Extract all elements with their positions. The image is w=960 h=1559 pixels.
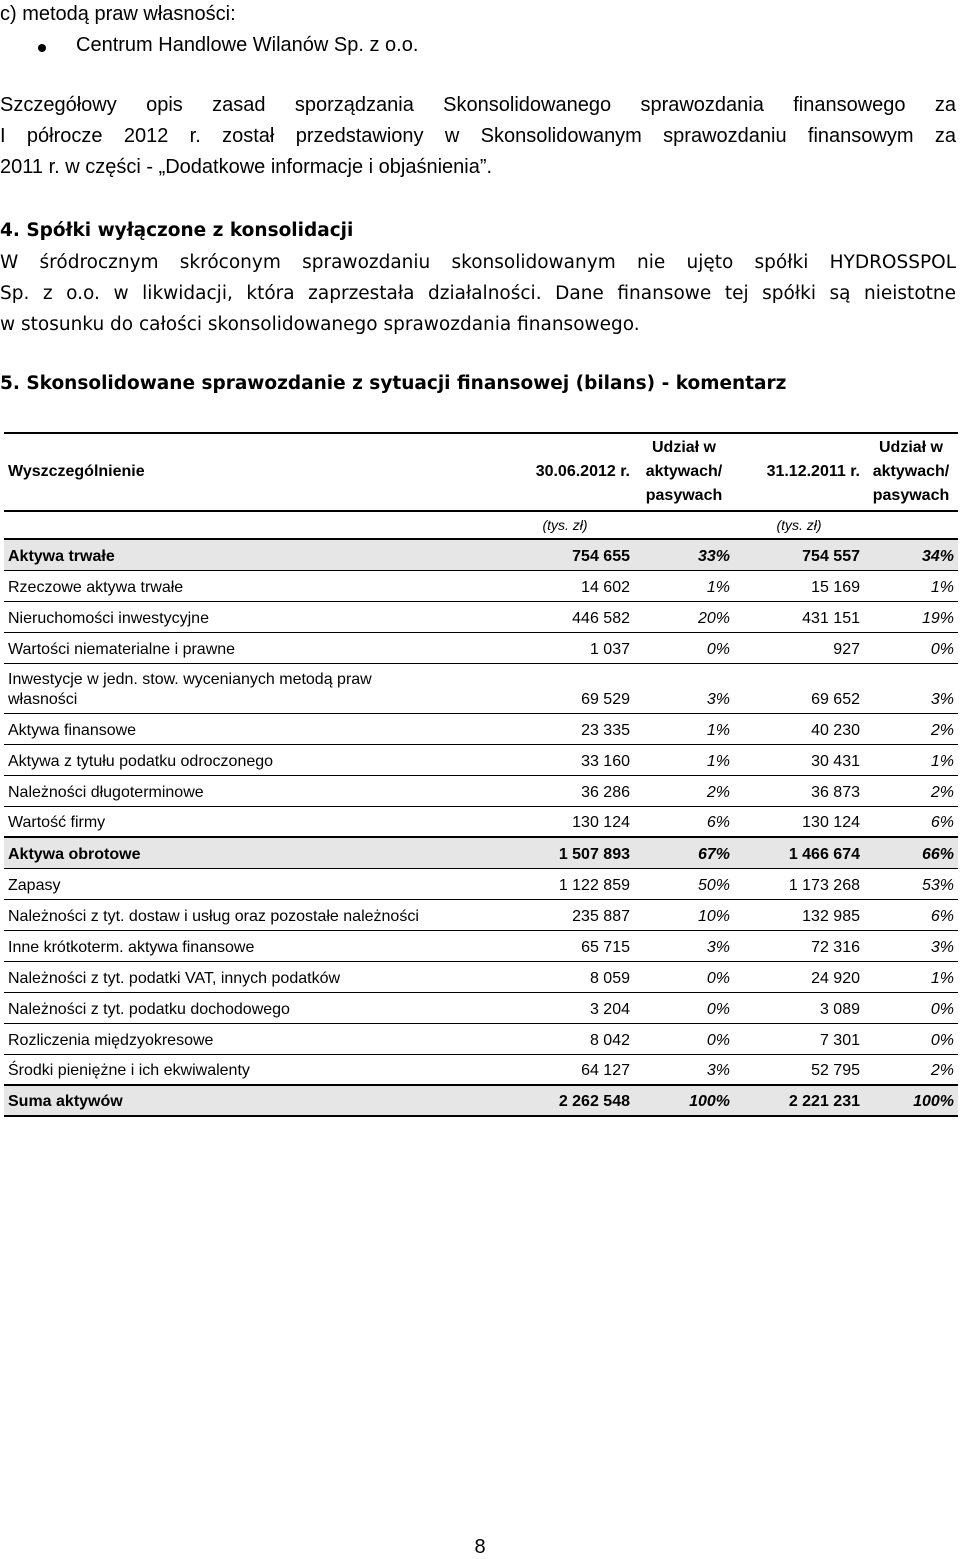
table-row (4, 601, 958, 632)
row-label: Aktywa z tytułu podatku odroczonego (8, 752, 274, 770)
value-2012: 235 887 (572, 907, 630, 925)
row-label: Należności z tyt. podatki VAT, innych podatków (8, 969, 341, 987)
share-2012: 1% (706, 721, 730, 739)
intro-paragraph-line: 2011 r. w części - „Dodatkowe informacje i objaśnienia”. (0, 156, 493, 178)
row-label: Należności z tyt. dostaw i usług oraz pozostałe należności (8, 907, 419, 925)
share-2012: 0% (706, 969, 730, 987)
units-row (4, 511, 958, 539)
value-2012: 3 204 (589, 1000, 630, 1018)
share-2011: 34% (921, 547, 954, 565)
share-2012: 0% (706, 1000, 730, 1018)
table-row (4, 539, 958, 570)
value-2012: 1 122 859 (558, 876, 630, 894)
value-2012: 446 582 (572, 609, 630, 627)
header-date-2011: 31.12.2011 r. (766, 463, 860, 480)
value-2011: 431 151 (802, 609, 860, 627)
share-2012: 3% (706, 938, 730, 956)
share-2011: 66% (921, 845, 954, 863)
table-row (4, 713, 958, 744)
table-row (4, 775, 958, 806)
section5-heading: 5. Skonsolidowane sprawozdanie z sytuacji finansowej (bilans) - komentarz (0, 373, 787, 394)
value-2012: 69 529 (581, 690, 630, 708)
table-row (4, 930, 958, 961)
share-2011: 6% (930, 907, 954, 925)
value-2012: 2 262 548 (558, 1093, 630, 1110)
value-2011: 72 316 (811, 938, 860, 956)
value-2011: 69 652 (811, 690, 860, 708)
balance-sheet-table (4, 432, 958, 1117)
value-2012: 14 602 (581, 578, 630, 596)
row-label: Rozliczenia międzyokresowe (8, 1031, 214, 1049)
row-label: Nieruchomości inwestycyjne (8, 609, 209, 627)
share-2012: 3% (706, 690, 730, 708)
table-row (4, 744, 958, 775)
table-row (4, 1023, 958, 1054)
share-2011: 53% (921, 876, 954, 894)
value-2011: 3 089 (819, 1000, 860, 1018)
table-header-row (4, 433, 958, 511)
intro-heading: c) metodą praw własności: (0, 3, 236, 25)
share-2011: 2% (930, 721, 954, 739)
table-row (4, 961, 958, 992)
section4-heading: 4. Spółki wyłączone z konsolidacji (0, 220, 354, 241)
share-2012: 1% (706, 578, 730, 596)
row-label: Wartość firmy (8, 814, 106, 831)
value-2012: 1 037 (589, 640, 630, 658)
value-2012: 23 335 (581, 721, 630, 739)
value-2012: 64 127 (581, 1062, 630, 1079)
page-number: 8 (474, 1536, 486, 1558)
share-2012: 10% (697, 907, 730, 925)
share-2011: 1% (930, 969, 954, 987)
share-2012: 67% (697, 845, 730, 863)
section4-line: w stosunku do całości skonsolidowanego sprawozdania finansowego. (0, 314, 640, 335)
section4-line: Sp. z o.o. w likwidacji, która zaprzestała działalności. Dane finansowe tej spółki są nieistotne (0, 283, 956, 304)
row-label: Suma aktywów (8, 1093, 123, 1110)
row-label: Aktywa trwałe (8, 547, 115, 565)
value-2012: 33 160 (581, 752, 630, 770)
value-2011: 24 920 (811, 969, 860, 987)
row-label: Aktywa obrotowe (8, 845, 141, 863)
row-label: Wartości niematerialne i prawne (8, 640, 236, 658)
bullet-item: Centrum Handlowe Wilanów Sp. z o.o. (76, 34, 419, 56)
share-2011: 0% (930, 1031, 954, 1049)
header-share-2011: Udział w aktywach/ pasywach (872, 439, 950, 504)
header-share-2012: Udział w aktywach/ pasywach (645, 439, 723, 504)
value-2011: 927 (833, 640, 860, 658)
table-row (4, 837, 958, 868)
table-row (4, 1085, 958, 1116)
value-2011: 52 795 (811, 1062, 860, 1079)
value-2011: 15 169 (811, 578, 860, 596)
section4-line: W śródrocznym skróconym sprawozdaniu skonsolidowanym nie ujęto spółki HYDROSSPOL (0, 252, 956, 273)
row-label: Środki pieniężne i ich ekwiwalenty (8, 1062, 250, 1079)
intro-paragraph-line: Szczegółowy opis zasad sporządzania Skonsolidowanego sprawozdania finansowego za (0, 94, 956, 116)
value-2011: 754 557 (802, 547, 860, 565)
share-2011: 2% (930, 783, 954, 801)
value-2011: 1 173 268 (788, 876, 860, 894)
share-2012: 20% (697, 609, 730, 627)
table-row (4, 1054, 958, 1085)
row-label: Należności z tyt. podatku dochodowego (8, 1000, 290, 1018)
table-row (4, 899, 958, 930)
value-2011: 7 301 (819, 1031, 860, 1049)
table-row (4, 663, 958, 713)
value-2011: 40 230 (811, 721, 860, 739)
share-2011: 3% (930, 938, 954, 956)
table-row (4, 570, 958, 601)
row-label: Zapasy (8, 876, 61, 894)
share-2012: 3% (706, 1062, 730, 1079)
value-2011: 36 873 (811, 783, 860, 801)
value-2011: 130 124 (802, 814, 860, 831)
share-2012: 0% (706, 640, 730, 658)
row-label: Inwestycje w jedn. stow. wycenianych metodą praw własności (8, 670, 372, 708)
row-label: Należności długoterminowe (8, 783, 204, 801)
header-date-2012: 30.06.2012 r. (535, 463, 630, 480)
share-2012: 2% (706, 783, 730, 801)
share-2011: 1% (930, 752, 954, 770)
share-2012: 100% (689, 1093, 730, 1110)
share-2012: 33% (697, 547, 730, 565)
share-2011: 0% (930, 1000, 954, 1018)
bullet-icon (38, 44, 46, 52)
value-2012: 1 507 893 (558, 845, 630, 863)
share-2011: 6% (930, 814, 954, 831)
value-2012: 8 042 (589, 1031, 630, 1049)
share-2012: 1% (706, 752, 730, 770)
value-2012: 8 059 (589, 969, 630, 987)
share-2012: 50% (697, 876, 730, 894)
value-2012: 130 124 (572, 814, 630, 831)
share-2011: 1% (930, 578, 954, 596)
header-label: Wyszczególnienie (8, 463, 145, 480)
table-row (4, 868, 958, 899)
share-2011: 0% (930, 640, 954, 658)
share-2012: 6% (706, 814, 730, 831)
value-2012: 65 715 (581, 938, 630, 956)
value-2011: 2 221 231 (788, 1093, 860, 1110)
value-2012: 36 286 (581, 783, 630, 801)
row-label: Aktywa finansowe (8, 721, 137, 739)
share-2011: 19% (921, 609, 954, 627)
table-row (4, 992, 958, 1023)
row-label: Inne krótkoterm. aktywa finansowe (8, 938, 255, 956)
share-2011: 3% (930, 690, 954, 708)
value-2011: 1 466 674 (788, 845, 860, 863)
share-2012: 0% (706, 1031, 730, 1049)
units-label: (tys. zł) (542, 517, 588, 533)
share-2011: 100% (913, 1093, 954, 1110)
value-2012: 754 655 (572, 547, 630, 565)
units-label: (tys. zł) (776, 517, 822, 533)
row-label: Rzeczowe aktywa trwałe (8, 578, 184, 596)
table-row (4, 632, 958, 663)
table-row (4, 806, 958, 837)
share-2011: 2% (930, 1062, 954, 1079)
value-2011: 132 985 (802, 907, 860, 925)
value-2011: 30 431 (811, 752, 860, 770)
intro-paragraph-line: I półrocze 2012 r. został przedstawiony w Skonsolidowanym sprawozdaniu finansowym za (0, 125, 956, 147)
